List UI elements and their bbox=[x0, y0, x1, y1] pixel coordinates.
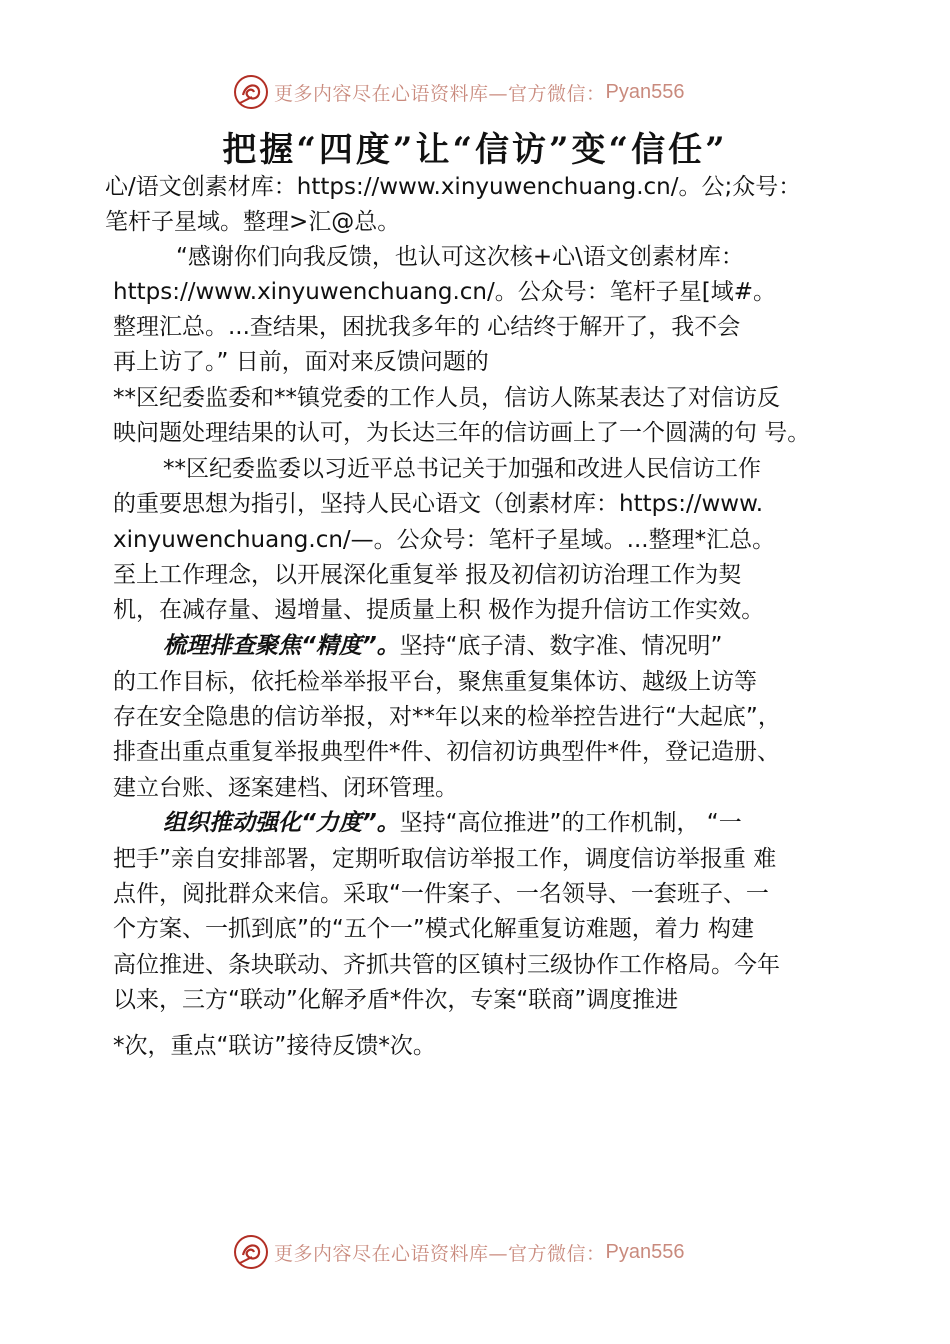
text-line: 排查出重点重复举报典型件*件、初信初访典型件*件，登记造册、 bbox=[113, 739, 780, 765]
text-line: 再上访了。” 日前，面对来反馈问题的 bbox=[113, 349, 489, 375]
text-line: 心/语文创素材库：https://www.xinyuwenchuang.cn/。公;众号： bbox=[105, 174, 802, 200]
text-line bbox=[163, 808, 742, 838]
text-span: 坚持“高位推进”的工作机制， “一 bbox=[399, 810, 742, 836]
banner-wechat-id: Pyan556 bbox=[605, 80, 685, 103]
text-line: 建立台账、逐案建档、闭环管理。 bbox=[113, 775, 458, 801]
text-line: https://www.xinyuwenchuang.cn/。公众号：笔杆子星[域#。 bbox=[113, 279, 776, 305]
banner-wechat-id: Pyan556 bbox=[605, 1240, 685, 1263]
text-line: 整理汇总。...查结果，困扰我多年的 心结终于解开了，我不会 bbox=[113, 314, 741, 340]
text-line: 机，在减存量、遏增量、提质量上积 极作为提升信访工作实效。 bbox=[113, 597, 765, 623]
text-line: 点件，阅批群众来信。采取“一件案子、一名领导、一套班子、一 bbox=[113, 881, 769, 907]
text-line: *次，重点“联访”接待反馈*次。 bbox=[113, 1033, 436, 1059]
text-line: “感谢你们向我反馈，也认可这次核+心\语文创素材库： bbox=[176, 244, 744, 270]
text-line: 至上工作理念，以开展深化重复举 报及初信初访治理工作为契 bbox=[113, 562, 742, 588]
text-line: 存在安全隐患的信访举报，对**年以来的检举控告进行“大起底”， bbox=[113, 704, 781, 730]
text-line: 的工作目标，依托检举举报平台，聚焦重复集体访、越级上访等 bbox=[113, 669, 757, 695]
text-line: 笔杆子星域。整理>汇@总。 bbox=[105, 209, 401, 235]
text-line bbox=[163, 631, 722, 661]
rose-logo-icon bbox=[232, 73, 270, 111]
text-line: 的重要思想为指引，坚持人民心语文（创素材库：https://www. bbox=[113, 491, 764, 517]
text-line: xinyuwenchuang.cn/—。公众号：笔杆子星域。...整理*汇总。 bbox=[113, 527, 776, 553]
text-line: 把手”亲自安排部署，定期听取信访举报工作，调度信访举报重 难 bbox=[113, 846, 777, 872]
footer-banner bbox=[232, 1232, 684, 1272]
header-banner bbox=[232, 72, 684, 112]
text-line: 高位推进、条块联动、齐抓共管的区镇村三级协作工作格局。今年 bbox=[113, 952, 780, 978]
banner-text: 更多内容尽在心语资料库—官方微信： bbox=[274, 1242, 606, 1265]
banner-text: 更多内容尽在心语资料库—官方微信： bbox=[274, 82, 606, 105]
text-span: 坚持“底子清、数字准、情况明” bbox=[399, 633, 723, 659]
text-line: **区纪委监委以习近平总书记关于加强和改进人民信访工作 bbox=[163, 456, 761, 482]
section-heading: 梳理排查聚焦“精度”。 bbox=[163, 633, 400, 659]
text-line: 以来，三方“联动”化解矛盾*件次，专案“联商”调度推进 bbox=[113, 987, 679, 1013]
section-heading: 组织推动强化“力度”。 bbox=[163, 810, 400, 836]
text-line: 个方案、一抓到底”的“五个一”模式化解重复访难题，着力 构建 bbox=[113, 916, 755, 942]
page-title: 把握“四度”让“信访”变“信任” bbox=[222, 130, 728, 170]
rose-logo-icon bbox=[232, 1233, 270, 1271]
text-line: **区纪委监委和**镇党委的工作人员，信访人陈某表达了对信访反 bbox=[113, 385, 780, 411]
text-line: 映问题处理结果的认可，为长达三年的信访画上了一个圆满的句 号。 bbox=[113, 420, 811, 446]
